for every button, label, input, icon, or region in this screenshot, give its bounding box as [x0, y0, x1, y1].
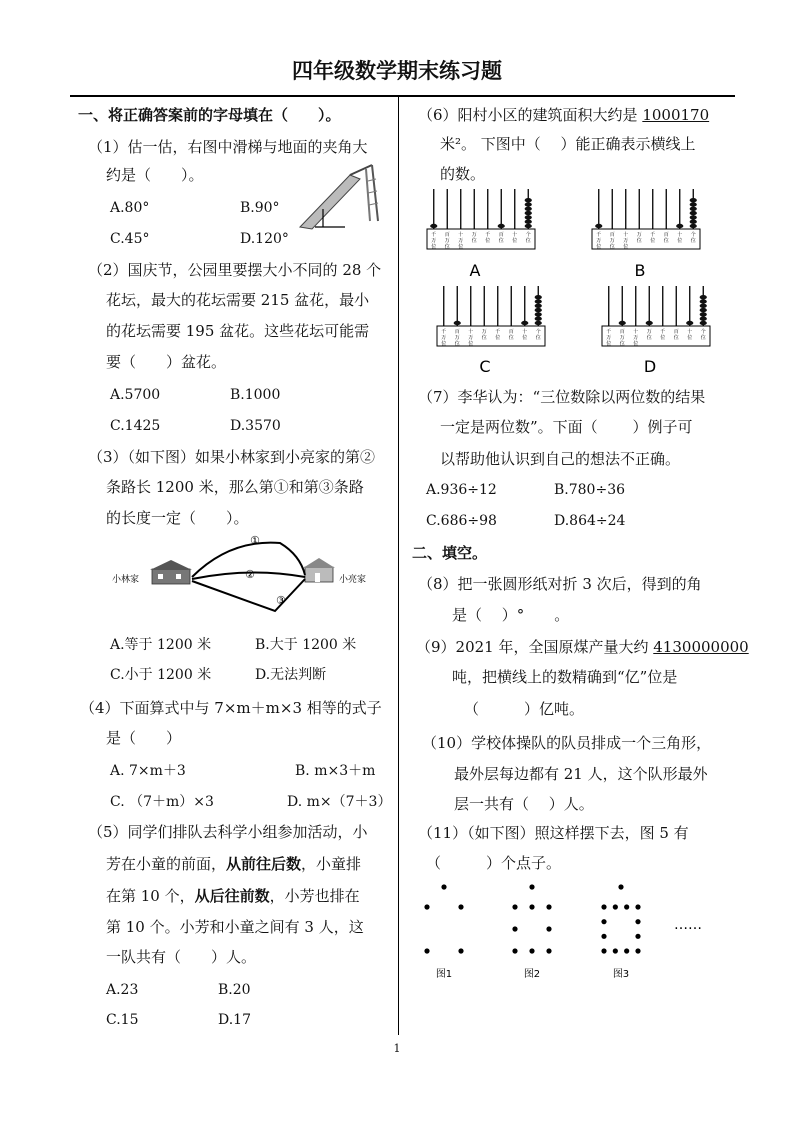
q5-option-b: B.20: [218, 982, 251, 998]
abacus-place-label: 个: [690, 232, 696, 238]
abacus-bead: [521, 321, 528, 325]
dot-figure-3-dot: [624, 904, 629, 909]
dot-figure-3-apex: [618, 884, 623, 889]
q3-option-b: B.大于 1200 米: [255, 637, 357, 653]
abacus-place-label: 位: [700, 335, 706, 341]
abacus-place-label: 位: [687, 335, 693, 341]
abacus-place-label: 位: [646, 335, 652, 341]
abacus-place-label: 位: [623, 244, 629, 250]
dot-figure-3-dot: [635, 919, 640, 924]
abacus-place-label: 十: [522, 329, 528, 335]
abacus-place-label: 百: [673, 329, 679, 335]
dot-figure-1-dot: [424, 948, 429, 953]
dot-figure-3-dot: [635, 934, 640, 939]
abacus-place-label: 位: [660, 335, 666, 341]
abacus-place-label: 千: [431, 232, 437, 238]
abacus-place-label: 十: [623, 232, 629, 238]
q1-line2: 约是（ ）。: [106, 166, 204, 184]
abacus-place-label: 个: [700, 329, 706, 335]
q5-option-d: D.17: [218, 1012, 251, 1028]
dot-figure-3-dot: [635, 948, 640, 953]
abacus-place-label: 万: [646, 329, 652, 335]
abacus-place-label: 位: [468, 341, 474, 347]
abacus-label-c: C: [479, 357, 491, 375]
abacus-place-label: 位: [441, 341, 447, 347]
q2-option-b: B.1000: [230, 387, 281, 403]
abacus-place-label: 位: [485, 238, 491, 244]
abacus-place-label: 位: [508, 335, 514, 341]
q9-line3: （ ）亿吨。: [464, 700, 585, 718]
abacus-place-label: 位: [498, 238, 504, 244]
abacus-label-b: B: [634, 261, 646, 280]
abacus-bead: [690, 211, 697, 215]
q6-area-value: 1000170: [642, 106, 710, 124]
abacus-place-label: 万: [444, 238, 450, 244]
abacus-place-label: 十: [512, 232, 518, 238]
q9-line1: [416, 637, 749, 657]
abacus-place-label: 位: [431, 244, 437, 250]
abacus-place-label: 百: [454, 329, 460, 335]
dot-figure-3-dot: [601, 934, 606, 939]
abacus-label-d: D: [643, 357, 657, 375]
dot-figure-3-dot: [613, 904, 618, 909]
q1-option-d: D.120°: [240, 231, 289, 247]
abacus-d: [602, 286, 710, 347]
q4-option-c: C. （7＋m）×3: [110, 794, 214, 810]
q3-option-c: C.小于 1200 米: [110, 667, 212, 683]
abacus-bead: [525, 198, 532, 202]
q5-line3-c: ，小芳也排在: [269, 887, 360, 905]
abacus-bead: [535, 295, 542, 299]
dot-figure-2-dot: [546, 948, 551, 953]
abacus-place-label: 万: [441, 335, 447, 341]
q5-option-a: A.23: [106, 982, 139, 998]
q6-line2: 米²。 下图中（ ）能正确表示横线上: [440, 135, 696, 153]
abacus-bead: [690, 224, 697, 228]
dot-figure-2-dot: [512, 904, 517, 909]
route-path-3: ③: [276, 594, 286, 607]
q5-emphasis-front: 从前往后数: [226, 855, 302, 873]
abacus-place-label: 百: [663, 232, 669, 238]
abacus-place-label: 位: [458, 244, 464, 250]
abacus-place-label: 位: [495, 335, 501, 341]
abacus-place-label: 个: [525, 232, 531, 238]
abacus-bead: [619, 321, 626, 325]
q9-line1-text: （9）2021 年，全国原煤产量大约: [416, 638, 654, 656]
header-rule: [70, 95, 735, 97]
abacus-place-label: 位: [525, 238, 531, 244]
q2-line1: （2）国庆节，公园里要摆大小不同的 28 个: [88, 261, 382, 279]
dot-figure-2-dot: [546, 926, 551, 931]
q9-line2: 吨，把横线上的数精确到“亿”位是: [452, 668, 678, 686]
abacus-bead: [535, 308, 542, 312]
abacus-bead: [700, 308, 707, 312]
abacus-place-label: 千: [495, 329, 501, 335]
q2-option-c: C.1425: [110, 418, 161, 434]
q4-line2: 是（ ）: [106, 729, 182, 747]
q1-line1: （1）估一估，右图中滑梯与地面的夹角大: [88, 138, 368, 156]
abacus-place-label: 个: [535, 329, 541, 335]
abacus-place-label: 位: [471, 238, 477, 244]
q9-coal-value: 4130000000: [653, 638, 749, 656]
q4-option-b: B. m×3＋m: [295, 763, 376, 779]
abacus-place-label: 位: [454, 341, 460, 347]
abacus-place-label: 千: [485, 232, 491, 238]
q2-line2: 花坛，最大的花坛需要 215 盆花，最小: [106, 291, 370, 309]
abacus-a: [427, 189, 535, 250]
q1-option-a: A.80°: [110, 200, 150, 216]
q5-line4: 第 10 个。小芳和小童之间有 3 人，这: [106, 918, 364, 936]
dot-figure-2-dot: [529, 948, 534, 953]
abacus-place-label: 位: [596, 244, 602, 250]
abacus-place-label: 千: [596, 232, 602, 238]
q5-line3-a: 在第 10 个，: [106, 887, 195, 905]
q5-line2-a: 芳在小童的前面，: [106, 855, 227, 873]
abacus-place-label: 万: [431, 238, 437, 244]
q7-option-c: C.686÷98: [426, 513, 497, 529]
q5-line3: [106, 886, 360, 906]
abacus-place-label: 万: [623, 238, 629, 244]
q11-line2: （ ）个点子。: [426, 854, 562, 872]
abacus-place-label: 千: [606, 329, 612, 335]
dot-figure-2-dot: [529, 904, 534, 909]
abacus-place-label: 位: [535, 335, 541, 341]
route-label-right: 小亮家: [339, 575, 367, 585]
abacus-b: [592, 189, 700, 250]
abacus-place-label: 位: [650, 238, 656, 244]
abacus-bead: [690, 220, 697, 224]
abacus-figures: [422, 185, 722, 375]
q4-option-a: A. 7×m＋3: [110, 763, 186, 779]
abacus-bead: [535, 299, 542, 303]
abacus-bead: [535, 321, 542, 325]
q3-line1: （3）（如下图）如果小林家到小亮家的第②: [88, 448, 376, 466]
q2-line3: 的花坛需要 195 盆花。这些花坛可能需: [106, 322, 370, 340]
q5-line5: 一队共有（ ）人。: [106, 948, 257, 966]
abacus-bead: [700, 312, 707, 316]
abacus-place-label: 百: [619, 329, 625, 335]
q8-line2: 是（ ）° 。: [452, 606, 570, 624]
abacus-bead: [690, 198, 697, 202]
q7-line1: （7）李华认为：“三位数除以两位数的结果: [418, 388, 706, 406]
slide-figure: [290, 157, 385, 232]
abacus-label-a: A: [469, 261, 481, 280]
section2-heading: 二、填空。: [412, 544, 488, 562]
abacus-bead: [700, 321, 707, 325]
dot-figure-2-dot: [512, 926, 517, 931]
dot-figure-2-dot: [512, 948, 517, 953]
section1-heading: 一、将正确答案前的字母填在（ ）。: [78, 106, 341, 124]
column-divider: [398, 95, 399, 1035]
route-figure: [110, 527, 390, 617]
abacus-bead: [690, 202, 697, 206]
q7-line2: 一定是两位数”。下面（ ）例子可: [440, 418, 693, 436]
abacus-place-label: 位: [677, 238, 683, 244]
abacus-bead: [525, 215, 532, 219]
dot-figure-3-dot: [624, 948, 629, 953]
abacus-place-label: 千: [650, 232, 656, 238]
q6-line1: [418, 105, 709, 125]
abacus-place-label: 位: [673, 335, 679, 341]
abacus-place-label: 百: [609, 232, 615, 238]
q1-option-b: B.90°: [240, 200, 280, 216]
q5-line2: [106, 854, 361, 874]
abacus-place-label: 位: [481, 335, 487, 341]
abacus-place-label: 万: [481, 329, 487, 335]
q5-emphasis-back: 从后往前数: [194, 887, 270, 905]
abacus-place-label: 十: [458, 232, 464, 238]
abacus-place-label: 位: [609, 244, 615, 250]
q7-option-d: D.864÷24: [554, 513, 626, 529]
q3-line3: 的长度一定（ ）。: [106, 509, 249, 527]
abacus-place-label: 万: [468, 335, 474, 341]
abacus-place-label: 位: [619, 341, 625, 347]
q4-line1: （4）下面算式中与 7×m＋m×3 相等的式子: [80, 699, 382, 717]
q6-line1-text: （6）阳村小区的建筑面积大约是: [418, 106, 643, 124]
abacus-bead: [646, 321, 653, 325]
abacus-place-label: 十: [633, 329, 639, 335]
page-title: 四年级数学期末练习题: [292, 59, 502, 83]
abacus-place-label: 万: [636, 232, 642, 238]
dot-figure-3-dot: [635, 904, 640, 909]
abacus-bead: [525, 220, 532, 224]
abacus-place-label: 百: [444, 232, 450, 238]
q4-option-d: D. m×（7＋3）: [287, 794, 392, 810]
q2-option-d: D.3570: [230, 418, 281, 434]
q11-line1: （11）（如下图）照这样摆下去，图 5 有: [418, 824, 689, 842]
abacus-c: [437, 286, 545, 347]
abacus-place-label: 千: [660, 329, 666, 335]
abacus-bead: [676, 224, 683, 228]
q5-line1: （5）同学们排队去科学小组参加活动，小: [88, 823, 368, 841]
dot-figure-3-dot: [601, 919, 606, 924]
abacus-place-label: 万: [458, 238, 464, 244]
abacus-bead: [430, 224, 437, 228]
dot-figure-3-dot: [601, 904, 606, 909]
abacus-bead: [595, 224, 602, 228]
abacus-place-label: 十: [687, 329, 693, 335]
abacus-bead: [525, 202, 532, 206]
abacus-place-label: 位: [690, 238, 696, 244]
abacus-bead: [525, 224, 532, 228]
route-path-1: ①: [250, 534, 260, 547]
abacus-bead: [700, 317, 707, 321]
dot-figure-label-3: 图3: [612, 969, 630, 980]
abacus-place-label: 位: [444, 244, 450, 250]
dot-figure-1-dot: [458, 948, 463, 953]
abacus-place-label: 位: [663, 238, 669, 244]
abacus-bead: [686, 321, 693, 325]
abacus-place-label: 万: [633, 335, 639, 341]
abacus-bead: [690, 215, 697, 219]
dot-figure-ellipsis: ……: [674, 917, 702, 933]
abacus-place-label: 万: [596, 238, 602, 244]
dot-figure-2-apex: [529, 884, 534, 889]
abacus-place-label: 千: [441, 329, 447, 335]
q7-option-a: A.936÷12: [426, 482, 497, 498]
abacus-place-label: 位: [636, 238, 642, 244]
dot-figure-3-dot: [613, 948, 618, 953]
q7-line3: 以帮助他认识到自己的想法不正确。: [440, 450, 681, 468]
q6-line3: 的数。: [440, 165, 486, 183]
dot-figure-1-dot: [458, 904, 463, 909]
abacus-bead: [700, 304, 707, 308]
abacus-place-label: 万: [454, 335, 460, 341]
dot-figure-3-dot: [601, 948, 606, 953]
abacus-place-label: 百: [508, 329, 514, 335]
abacus-place-label: 位: [512, 238, 518, 244]
abacus-bead: [498, 224, 505, 228]
abacus-place-label: 位: [522, 335, 528, 341]
dot-pattern-figures: [412, 879, 722, 984]
abacus-place-label: 万: [609, 238, 615, 244]
dot-figure-1-apex: [441, 884, 446, 889]
q3-line2: 条路长 1200 米，那么第①和第③条路: [106, 478, 364, 496]
abacus-bead: [525, 211, 532, 215]
q7-option-b: B.780÷36: [554, 482, 626, 498]
q2-option-a: A.5700: [110, 387, 161, 403]
abacus-place-label: 万: [619, 335, 625, 341]
abacus-bead: [535, 317, 542, 321]
q3-option-d: D.无法判断: [255, 667, 327, 683]
abacus-place-label: 十: [677, 232, 683, 238]
route-path-2: ②: [245, 568, 255, 581]
q1-option-c: C.45°: [110, 231, 150, 247]
q5-option-c: C.15: [106, 1012, 139, 1028]
abacus-place-label: 位: [606, 341, 612, 347]
dot-figure-2-dot: [546, 904, 551, 909]
abacus-place-label: 位: [633, 341, 639, 347]
abacus-bead: [700, 299, 707, 303]
abacus-bead: [535, 312, 542, 316]
abacus-bead: [700, 295, 707, 299]
q10-line3: 层一共有（ ）人。: [454, 795, 594, 813]
dot-figure-label-1: 图1: [435, 969, 453, 980]
abacus-bead: [690, 207, 697, 211]
route-label-left: 小林家: [112, 575, 140, 585]
abacus-place-label: 万: [471, 232, 477, 238]
dot-figure-label-2: 图2: [523, 969, 541, 980]
q5-line2-c: ，小童排: [301, 855, 362, 873]
q10-line1: （10）学校体操队的队员排成一个三角形，: [422, 734, 712, 752]
dot-figure-1-dot: [424, 904, 429, 909]
q3-option-a: A.等于 1200 米: [110, 637, 212, 653]
q10-line2: 最外层每边都有 21 人，这个队形最外: [454, 765, 708, 783]
abacus-bead: [535, 304, 542, 308]
q2-line4: 要（ ）盆花。: [106, 353, 227, 371]
page-number: 1: [393, 1042, 401, 1055]
abacus-bead: [525, 207, 532, 211]
abacus-place-label: 万: [606, 335, 612, 341]
q8-line1: （8）把一张圆形纸对折 3 次后，得到的角: [418, 575, 702, 593]
abacus-bead: [454, 321, 461, 325]
abacus-place-label: 十: [468, 329, 474, 335]
abacus-place-label: 百: [498, 232, 504, 238]
